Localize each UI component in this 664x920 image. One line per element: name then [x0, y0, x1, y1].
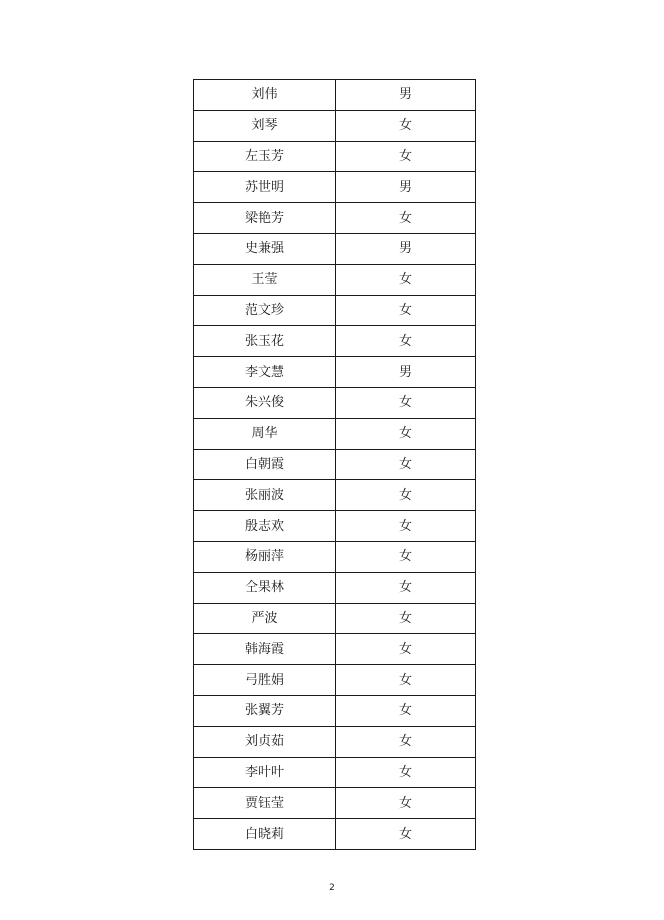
table-row	[194, 695, 476, 726]
gender-cell: 女	[336, 449, 476, 480]
name-cell: 仝果林	[194, 572, 336, 603]
gender-cell: 女	[336, 110, 476, 141]
gender-cell: 女	[336, 141, 476, 172]
name-cell: 殷志欢	[194, 511, 336, 542]
gender-cell: 女	[336, 788, 476, 819]
name-cell: 白晓莉	[194, 819, 336, 850]
name-cell: 朱兴俊	[194, 387, 336, 418]
name-cell: 刘琴	[194, 110, 336, 141]
table-row	[194, 172, 476, 203]
gender-cell: 女	[336, 295, 476, 326]
gender-cell: 女	[336, 264, 476, 295]
gender-cell: 男	[336, 172, 476, 203]
page-number: 2	[329, 883, 335, 893]
table-row	[194, 264, 476, 295]
name-cell: 张玉花	[194, 326, 336, 357]
gender-cell: 女	[336, 326, 476, 357]
gender-cell: 女	[336, 695, 476, 726]
name-cell: 王莹	[194, 264, 336, 295]
gender-cell: 女	[336, 603, 476, 634]
gender-cell: 男	[336, 80, 476, 111]
roster-table	[193, 79, 476, 850]
table-row	[194, 757, 476, 788]
gender-cell: 男	[336, 357, 476, 388]
table-row	[194, 295, 476, 326]
gender-cell: 女	[336, 203, 476, 234]
name-cell: 苏世明	[194, 172, 336, 203]
name-cell: 李文慧	[194, 357, 336, 388]
table-row	[194, 387, 476, 418]
table-row	[194, 203, 476, 234]
table-row	[194, 449, 476, 480]
name-cell: 李叶叶	[194, 757, 336, 788]
gender-cell: 女	[336, 634, 476, 665]
name-cell: 刘贞茹	[194, 726, 336, 757]
table-row	[194, 819, 476, 850]
name-cell: 刘伟	[194, 80, 336, 111]
table-row	[194, 357, 476, 388]
table-row	[194, 726, 476, 757]
name-cell: 韩海霞	[194, 634, 336, 665]
name-cell: 贾钰莹	[194, 788, 336, 819]
table-row	[194, 141, 476, 172]
gender-cell: 女	[336, 819, 476, 850]
roster-table-body	[194, 80, 476, 850]
gender-cell: 女	[336, 387, 476, 418]
name-cell: 严波	[194, 603, 336, 634]
name-cell: 白朝霞	[194, 449, 336, 480]
table-row	[194, 233, 476, 264]
table-row	[194, 665, 476, 696]
table-row	[194, 80, 476, 111]
gender-cell: 女	[336, 511, 476, 542]
table-row	[194, 110, 476, 141]
gender-cell: 女	[336, 418, 476, 449]
name-cell: 史兼强	[194, 233, 336, 264]
name-cell: 弓胜娟	[194, 665, 336, 696]
gender-cell: 女	[336, 572, 476, 603]
table-row	[194, 572, 476, 603]
table-row	[194, 634, 476, 665]
table-row	[194, 480, 476, 511]
gender-cell: 女	[336, 480, 476, 511]
table-row	[194, 788, 476, 819]
name-cell: 张翼芳	[194, 695, 336, 726]
gender-cell: 女	[336, 757, 476, 788]
table-row	[194, 603, 476, 634]
name-cell: 周华	[194, 418, 336, 449]
gender-cell: 女	[336, 665, 476, 696]
table-row	[194, 326, 476, 357]
name-cell: 杨丽萍	[194, 541, 336, 572]
name-cell: 张丽波	[194, 480, 336, 511]
table-row	[194, 418, 476, 449]
table-row	[194, 511, 476, 542]
name-cell: 范文珍	[194, 295, 336, 326]
name-cell: 梁艳芳	[194, 203, 336, 234]
table-row	[194, 541, 476, 572]
gender-cell: 男	[336, 233, 476, 264]
gender-cell: 女	[336, 541, 476, 572]
name-cell: 左玉芳	[194, 141, 336, 172]
gender-cell: 女	[336, 726, 476, 757]
